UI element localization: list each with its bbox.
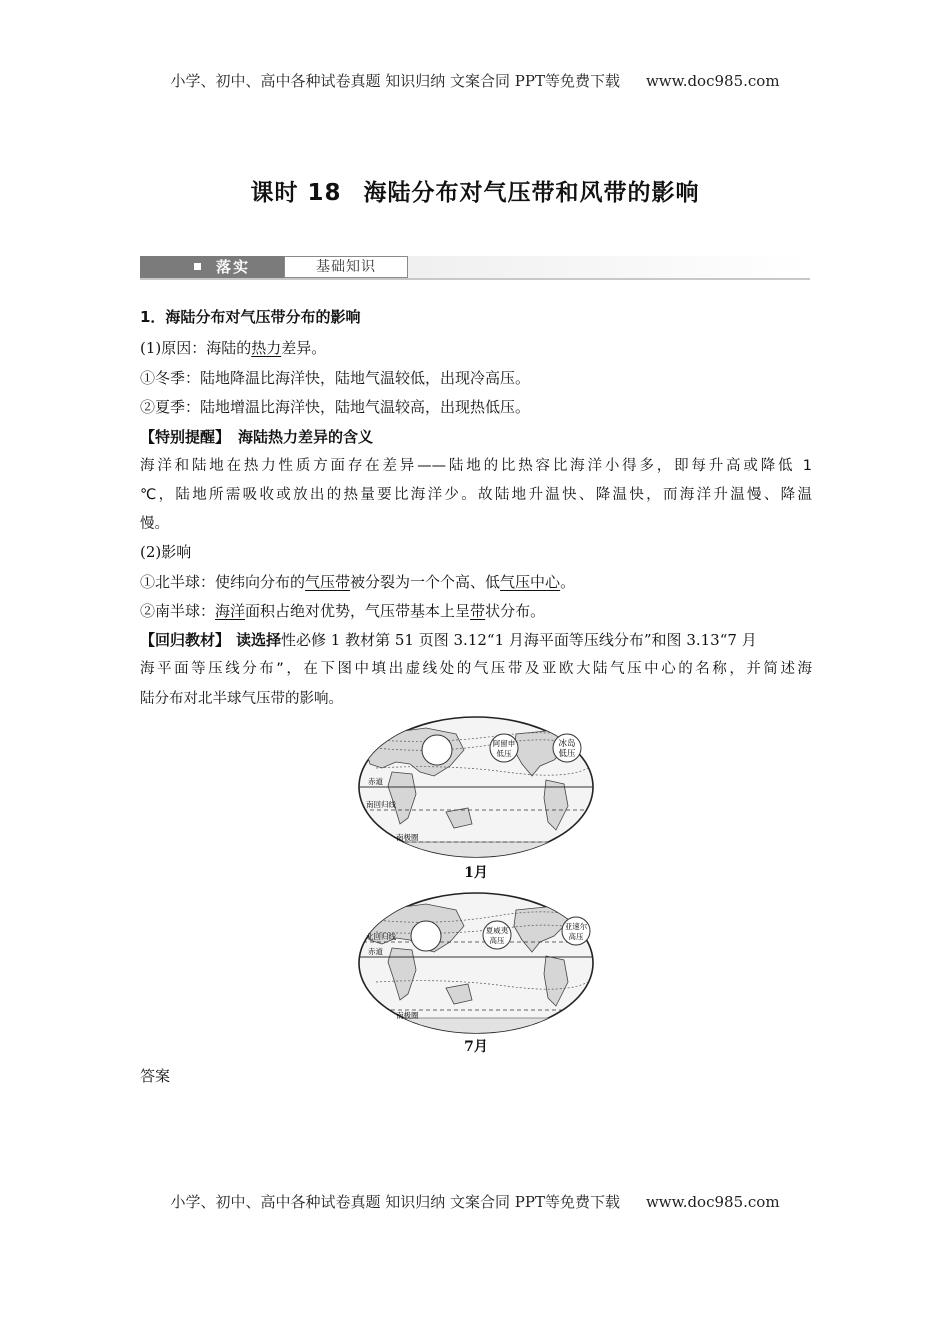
textbook-bold: 读选择 [236,631,282,649]
north-line [140,572,812,592]
banner-tag: 落实 [216,258,251,276]
cause-prefix: (1)原因：海陆的 [140,339,252,357]
north-blank-1: 气压带 [305,573,351,591]
lesson-number: 课时 18 [250,180,342,206]
january-pressure-map [356,714,596,860]
header-url[interactable]: www.doc985.com [645,72,780,90]
banner-tag-block [140,256,284,278]
jul-hawaii-label-1: 夏威夷 [485,926,509,935]
tip-line-2: ℃，陆地所需吸收或放出的热量要比海洋少。故陆地升温快、降温快，而海洋升温慢、降温 [140,487,812,503]
header-text: 小学、初中、高中各种试卷真题 知识归纳 文案合同 PPT等免费下载 [170,72,620,90]
tip-title: 海陆热力差异的含义 [238,428,374,446]
jul-hawaii-label-2: 高压 [489,936,505,945]
footer-text: 小学、初中、高中各种试卷真题 知识归纳 文案合同 PPT等免费下载 [170,1193,620,1211]
cause-blank: 热力 [251,339,282,357]
jul-caption: 7月 [464,1039,488,1055]
jan-tropic-label: 南回归线 [366,800,396,809]
jan-polar-label: 南极圈 [396,833,419,842]
south-prefix: ②南半球： [140,602,216,620]
square-bullet-icon [194,263,201,270]
north-suffix: 。 [560,573,576,591]
jul-polar-label: 南极圈 [396,1011,419,1020]
page-footer [0,1191,950,1212]
tip-label: 【特别提醒】 [140,428,231,446]
tip-line-3: 慢。 [140,516,169,532]
north-prefix: ①北半球：使纬向分布的 [140,573,306,591]
effect-heading: (2)影响 [140,543,192,561]
south-blank-1: 海洋 [215,602,246,620]
south-line [140,601,812,621]
banner-rule [140,278,810,280]
textbook-line-1 [140,630,812,650]
summer-line: ②夏季：陆地增温比海洋快，陆地气温较高，出现热低压。 [140,398,531,416]
jul-azores-label-1: 亚速尔 [564,922,588,931]
tip-line-1: 海洋和陆地在热力性质方面存在差异——陆地的比热容比海洋小得多，即每升高或降低 1 [140,458,812,474]
jan-aleutian-label-2: 低压 [496,749,512,758]
cause-line [140,338,812,358]
winter-line: ①冬季：陆地降温比海洋快，陆地气温较低，出现冷高压。 [140,369,531,387]
north-blank-2: 气压中心 [500,573,561,591]
section-heading: 1．海陆分布对气压带分布的影响 [140,308,361,326]
july-pressure-map [356,890,596,1036]
jan-iceland-label-2: 低压 [558,749,576,759]
page-title [0,174,950,207]
cause-suffix: 差异。 [281,339,327,357]
answer-label: 答案 [140,1067,171,1085]
jan-blank-circle [422,735,452,765]
section-banner [140,256,810,280]
textbook-line-2: 海平面等压线分布”，在下图中填出虚线处的气压带及亚欧大陆气压中心的名称，并简述海 [140,661,812,677]
jul-equator-label: 赤道 [368,947,383,956]
jul-tropic-label: 北回归线 [366,932,396,941]
tip-heading [140,427,812,447]
footer-url[interactable]: www.doc985.com [645,1193,780,1211]
jan-caption: 1月 [464,865,488,881]
jul-blank-circle [411,921,441,951]
jul-azores-label-2: 高压 [568,932,584,941]
south-mid: 面积占绝对优势，气压带基本上呈 [245,602,471,620]
textbook-rest: 性必修 1 教材第 51 页图 3.12“1 月海平面等压线分布”和图 3.13“7 月 [281,631,757,649]
lesson-title: 海陆分布对气压带和风带的影响 [363,180,700,206]
jan-equator-label: 赤道 [368,777,383,786]
jan-iceland-label-1: 冰岛 [558,739,576,749]
north-mid: 被分裂为一个个高、低 [350,573,501,591]
banner-label: 基础知识 [284,256,408,278]
textbook-label: 【回归教材】 [140,631,231,649]
south-blank-2: 带 [470,602,486,620]
south-suffix: 状分布。 [485,602,546,620]
page-header [0,70,950,91]
jan-aleutian-label-1: 阿留申 [492,739,516,748]
textbook-line-3: 陆分布对北半球气压带的影响。 [140,691,343,707]
